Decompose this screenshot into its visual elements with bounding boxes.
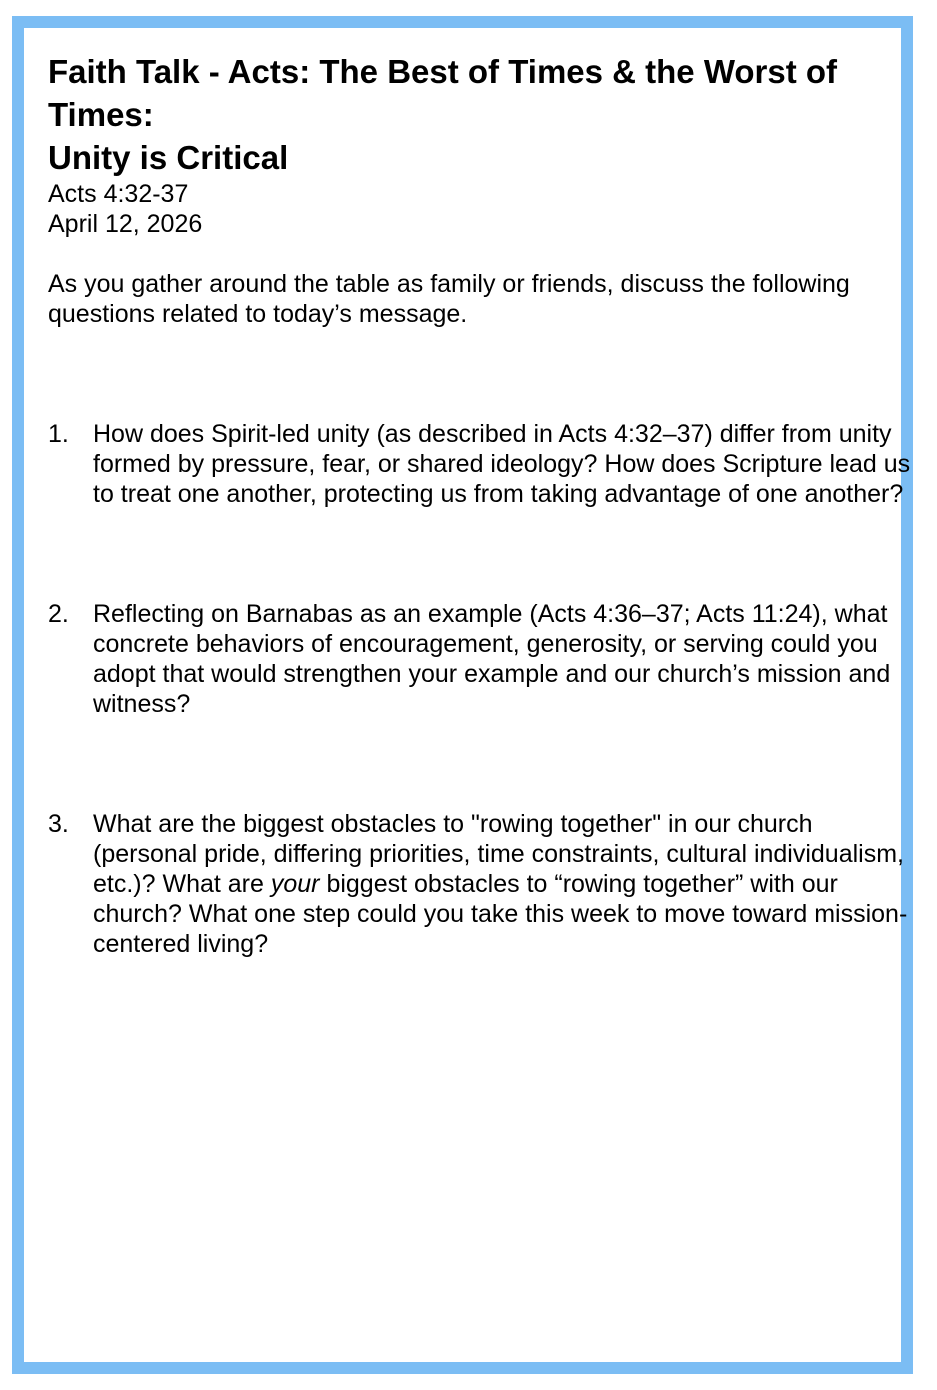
question-emphasis: your	[270, 870, 320, 898]
question-number: 2.	[48, 600, 69, 628]
page-title	[48, 50, 918, 179]
question-number: 1.	[48, 420, 69, 448]
question-list	[48, 419, 918, 959]
question-text: How does Spirit-led unity (as described in Acts 4:32–37) differ from unity formed by pressure, fear, or shared ideology? How does Scripture lead us to treat one another, protecting us from taking advantage of one another?	[93, 420, 911, 508]
intro-paragraph: As you gather around the table as family or friends, discuss the following questions related to today’s message.	[48, 270, 850, 328]
question-text	[93, 810, 907, 958]
scripture-reference: Acts 4:32-37	[48, 180, 189, 208]
question-text: Reflecting on Barnabas as an example (Acts 4:36–37; Acts 11:24), what concrete behaviors of encouragement, generosity, or serving could you adopt that would strengthen your example and our church’s mission and witness?	[93, 600, 891, 718]
title-line-series: Faith Talk - Acts: The Best of Times & the Worst of Times:	[48, 53, 838, 133]
question-text-part: What are the biggest obstacles to "rowing together" in our church (personal pride, differing priorities, time constraints, cultural individualism, etc.)? What are	[93, 810, 904, 898]
question-item-3	[48, 809, 918, 959]
question-text-part: biggest obstacles to “rowing together” with our church? What one step could you take this week to move toward mission-centered living?	[93, 870, 908, 958]
question-item-1	[48, 419, 918, 509]
document-frame	[12, 16, 913, 1374]
title-line-sermon: Unity is Critical	[48, 139, 289, 176]
question-item-2	[48, 599, 918, 719]
document-content	[48, 50, 918, 1049]
question-number: 3.	[48, 810, 69, 838]
sermon-date: April 12, 2026	[48, 210, 203, 238]
